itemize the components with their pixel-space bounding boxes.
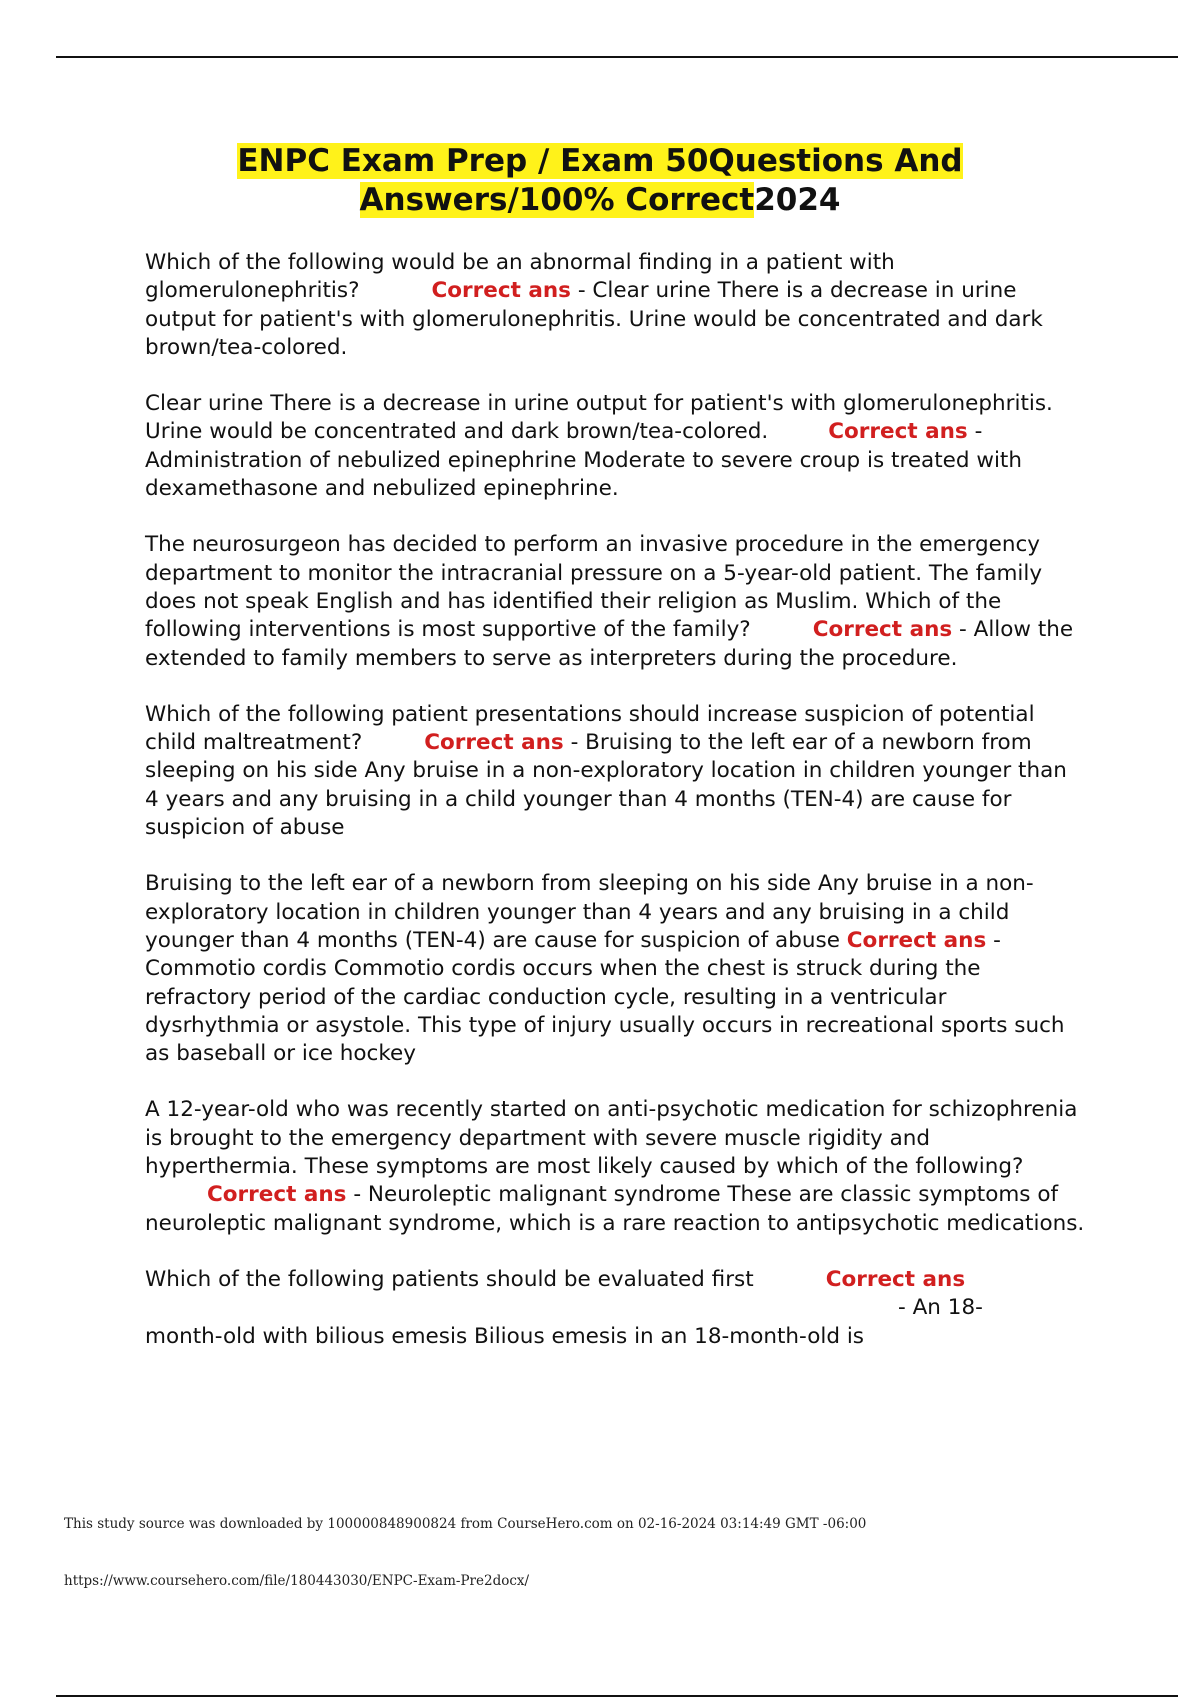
answer-label: Correct ans: [207, 1182, 347, 1208]
question-text: The neurosurgeon has decided to perform an invasive procedure in the emergency department to monitor the intracranial pressure on a 5-year-old patient. The family does not speak English and has identified their religion as Muslim. Which of the following interventions is most supportive of the family?: [145, 532, 1043, 643]
answer-label: Correct ans: [846, 927, 987, 953]
source-url: https://www.coursehero.com/file/180443030/ENPC-Exam-Pre2docx/: [64, 1573, 530, 1589]
qa-item-5: [145, 870, 1085, 1068]
answer-label: Correct ans: [828, 419, 968, 445]
qa-item-6: [145, 1096, 1085, 1237]
title-line-2: Answers/100% Correct: [359, 182, 755, 218]
top-rule: [56, 56, 1178, 58]
document-title: [160, 142, 1040, 220]
answer-label: Correct ans: [424, 730, 564, 756]
answer-text: - Neuroleptic malignant syndrome These are classic symptoms of neuroleptic malignant syndrome, which is a rare reaction to antipsychotic medications.: [145, 1182, 1085, 1236]
bottom-rule: [56, 1695, 1178, 1697]
download-source-note: This study source was downloaded by 100000848900824 from CourseHero.com on 02-16-2024 03:14:49 GMT -06:00: [64, 1516, 867, 1532]
answer-label: Correct ans: [431, 278, 571, 304]
qa-item-7: [145, 1266, 1085, 1351]
question-text: Clear urine There is a decrease in urine output for patient's with glomerulonephritis. Urine would be concentrated and dark brown/tea-colored.: [145, 391, 1053, 445]
answer-label: Correct ans: [825, 1266, 966, 1292]
qa-item-3: [145, 531, 1085, 672]
title-line-1: ENPC Exam Prep / Exam 50Questions And: [237, 143, 963, 179]
qa-content: [145, 249, 1085, 1379]
question-text: Which of the following patients should be evaluated first: [145, 1266, 754, 1292]
answer-text: - Allow the extended to family members to serve as interpreters during the procedure.: [145, 617, 1074, 671]
answer-text-start: - An 18-: [898, 1295, 983, 1321]
answer-text: - Commotio cordis Commotio cordis occurs when the chest is struck during the refractory period of the cardiac conduction cycle, resulting in a ventricular dysrhythmia or asystole. This type of injury usually occurs in recreational sports such as baseball or ice hockey: [145, 927, 1065, 1067]
qa-item-4: [145, 701, 1085, 842]
answer-text: - Clear urine There is a decrease in urine output for patient's with glomerulonephritis. Urine would be concentrated and dark brown/tea-colored.: [145, 278, 1043, 360]
answer-label: Correct ans: [812, 617, 953, 643]
answer-text: - Administration of nebulized epinephrine Moderate to severe croup is treated with dexamethasone and nebulized epinephrine.: [145, 419, 1022, 502]
question-text: Which of the following would be an abnormal finding in a patient with glomerulonephritis?: [145, 250, 895, 304]
qa-item-2: [145, 390, 1085, 503]
question-text: Bruising to the left ear of a newborn from sleeping on his side Any bruise in a non-exploratory location in children younger than 4 years and any bruising in a child younger than 4 months (TEN-4) are cause for suspicion of abuse: [145, 871, 1034, 953]
answer-text: - Bruising to the left ear of a newborn from sleeping on his side Any bruise in a non-exploratory location in children younger than 4 years and any bruising in a child younger than 4 months (TEN-4) are cause for suspicion of abuse: [145, 730, 1067, 841]
answer-text-cont: month-old with bilious emesis Bilious emesis in an 18-month-old is: [145, 1323, 864, 1349]
qa-item-1: [145, 249, 1085, 362]
question-text: Which of the following patient presentations should increase suspicion of potential child maltreatment?: [145, 701, 1035, 756]
question-text: A 12-year-old who was recently started on anti-psychotic medication for schizophrenia is brought to the emergency department with severe muscle rigidity and hyperthermia. These symptoms are most likely caused by which of the following?: [145, 1097, 1078, 1180]
title-year: 2024: [754, 182, 841, 218]
